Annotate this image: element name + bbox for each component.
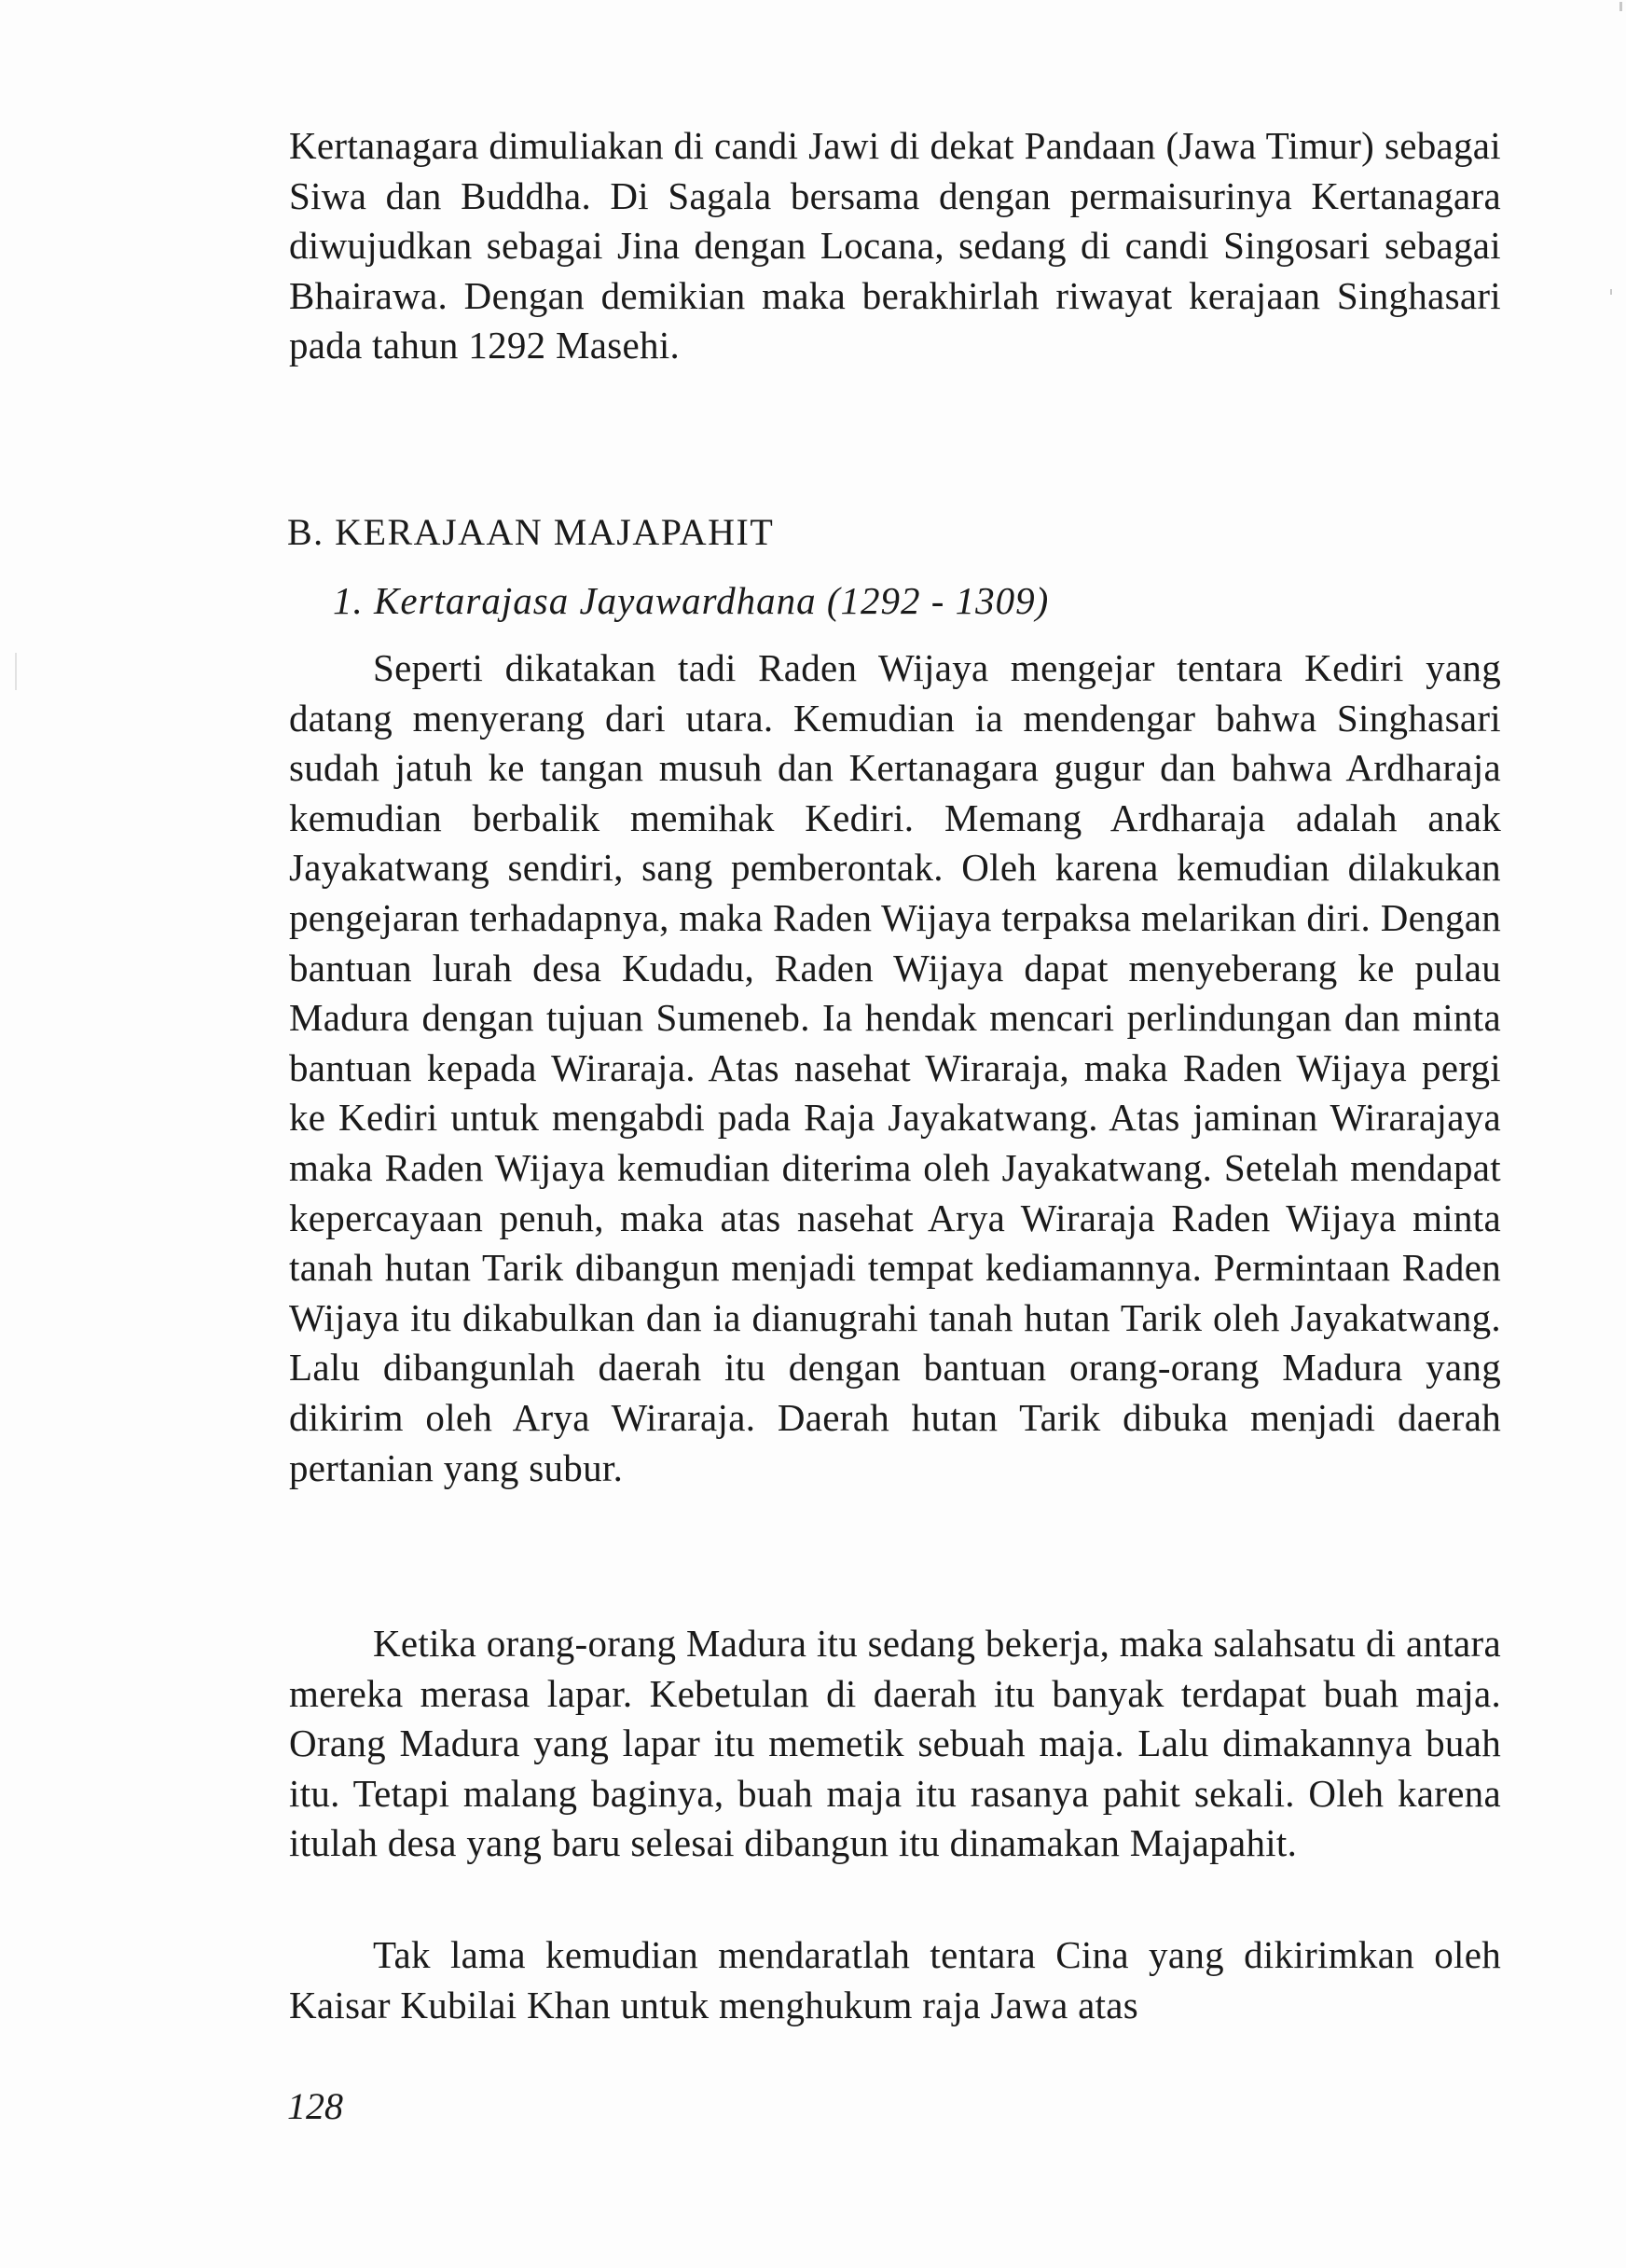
page-number: 128 (287, 2085, 343, 2127)
scan-mark (1619, 2, 1622, 11)
paragraph-raden-wijaya: Seperti dikatakan tadi Raden Wijaya mengejar tentara Kediri yang datang menyerang dari utara. Kemudian ia mendengar bahwa Singhasari sudah jatuh ke tangan musuh dan Kertanagara gugur dan bahwa Ardharaja kemudian berbalik memihak Kediri. Memang Ardharaja adalah anak Jayakatwang sendiri, sang pemberontak. Oleh karena kemudian dilakukan pengejaran terhadapnya, maka Raden Wijaya terpaksa melarikan diri. Dengan bantuan lurah desa Kudadu, Raden Wijaya dapat menyeberang ke pulau Madura dengan tujuan Sumeneb. Ia hendak mencari perlindungan dan minta bantuan kepada Wiraraja. Atas nasehat Wiraraja, maka Raden Wijaya pergi ke Kediri untuk mengabdi pada Raja Jayakatwang. Atas jaminan Wirarajaya maka Raden Wijaya kemudian diterima oleh Jayakatwang. Setelah mendapat kepercayaan penuh, maka atas nasehat Arya Wiraraja Raden Wijaya minta tanah hutan Tarik dibangun menjadi tempat kediamannya. Permintaan Raden Wijaya itu dikabulkan dan ia dianugrahi tanah hutan Tarik oleh Jayakatwang. Lalu dibangunlah daerah itu dengan bantuan orang-orang Madura yang dikirim oleh Arya Wiraraja. Daerah hutan Tarik dibuka menjadi daerah pertanian yang subur. (289, 646, 1501, 1489)
paragraph-kertanagara: Kertanagara dimuliakan di candi Jawi di dekat Pandaan (Jawa Timur) sebagai Siwa dan Buddha. Di Sagala bersama dengan permaisurinya Kertanagara diwujudkan sebagai Jina dengan Locana, sedang di candi Singosari sebagai Bhairawa. Dengan demikian maka berakhirlah riwayat kerajaan Singhasari pada tahun 1292 Masehi. (289, 124, 1501, 367)
paragraph-majapahit-name: Ketika orang-orang Madura itu sedang bekerja, maka salahsatu di antara mereka merasa lapar. Kebetulan di daerah itu banyak terdapat buah maja. Orang Madura yang lapar itu memetik sebuah maja. Lalu dimakannya buah itu. Tetapi malang baginya, buah maja itu rasanya pahit sekali. Oleh karena itulah desa yang baru selesai dibangun itu dinamakan Majapahit. (289, 1622, 1501, 1865)
scan-mark (15, 653, 17, 690)
scan-mark (1610, 289, 1612, 295)
section-heading: B. KERAJAAN MAJAPAHIT (287, 511, 775, 553)
subsection-heading: 1. Kertarajasa Jayawardhana (1292 - 1309) (333, 579, 1050, 622)
paragraph-tentara-cina: Tak lama kemudian mendaratlah tentara Cina yang dikirimkan oleh Kaisar Kubilai Khan untuk menghukum raja Jawa atas (289, 1933, 1501, 2026)
